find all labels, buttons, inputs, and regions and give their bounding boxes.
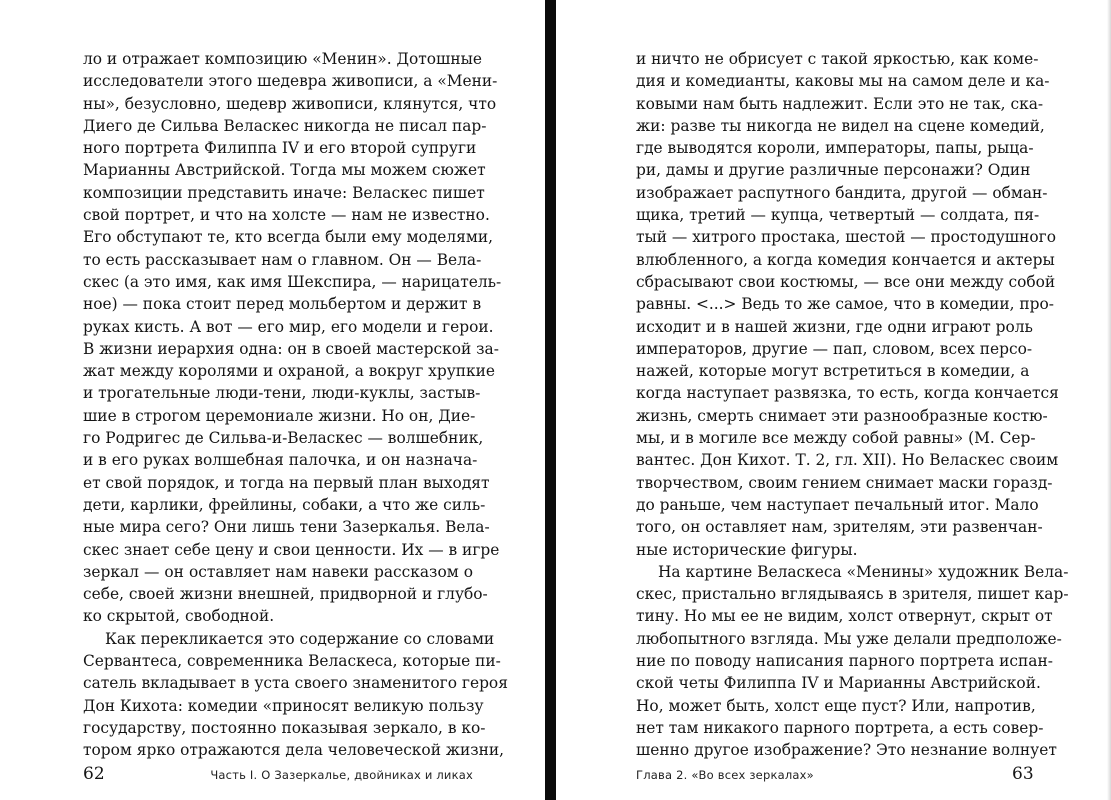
body-line: любопытного взгляда. Мы уже делали предположе- <box>636 629 1062 648</box>
body-line: нажей, которые могут встретиться в комедии, а <box>636 362 1030 381</box>
body-line: тый — хитрого простака, шестой — простодушного <box>636 228 1056 247</box>
body-line: Диего де Сильва Веласкес никогда не писал пар- <box>83 116 487 135</box>
paragraph-end-line: ко скрытой, свободной. <box>83 607 275 626</box>
body-line: В жизни иерархия одна: он в своей мастерской за- <box>83 339 499 358</box>
body-line: композиции представить иначе: Веласкес пишет <box>83 183 485 202</box>
body-line: скес знает себе цену и свои ценности. Их — в игре <box>83 540 500 559</box>
left-page <box>0 0 545 800</box>
paragraph-end-line: ные исторические фигуры. <box>636 540 858 559</box>
body-line: ного портрета Филиппа IV и его второй супруги <box>83 139 477 158</box>
body-line: нет там никакого парного портрета, а есть совер- <box>636 718 1044 737</box>
body-line: щика, третий — купца, четвертый — солдата, пя- <box>636 206 1040 225</box>
body-line: ри, дамы и другие различные персонажи? Один <box>636 161 1031 180</box>
body-line: государству, постоянно показывая зеркало, в ко- <box>83 718 486 737</box>
page-number: 63 <box>1012 764 1034 784</box>
book-gutter <box>545 0 556 800</box>
body-line: где выводятся короли, императоры, папы, рыца- <box>636 139 1034 158</box>
body-line: того, он оставляет нам, зрителям, эти развенчан- <box>636 518 1043 537</box>
body-line: жизнь, смерть снимает эти разнообразные костю- <box>636 406 1048 425</box>
body-line: и в его руках волшебная палочка, и он назнача- <box>83 451 478 470</box>
body-line: Дон Кихота: комедии «приносят великую пользу <box>83 696 484 715</box>
body-line: ской четы Филиппа IV и Марианны Австрийской. <box>636 674 1041 693</box>
body-line: ковыми нам быть надлежит. Если это не так, ска- <box>636 94 1044 113</box>
paragraph-start-line: На картине Веласкеса «Менины» художник Вела- <box>658 562 1069 581</box>
body-line: сатель вкладывает в уста своего знаменитого героя <box>83 674 508 693</box>
body-line: дия и комедианты, каковы мы на самом деле и ка- <box>636 72 1050 91</box>
right-page <box>556 0 1111 800</box>
running-head: Часть I. О Зазеркалье, двойниках и ликах <box>210 768 473 782</box>
body-line: когда наступает развязка, то есть, когда кончается <box>636 384 1059 403</box>
body-line: свой портрет, и что на холсте — нам не известно. <box>83 206 490 225</box>
body-line: ное) — пока стоит перед мольбертом и держит в <box>83 295 482 314</box>
body-line: ны», безусловно, шедевр живописи, клянутся, что <box>83 94 497 113</box>
left-page-body <box>83 48 508 762</box>
body-line: и трогательные люди-тени, люди-куклы, застыв- <box>83 384 481 403</box>
body-line: го Родригес де Сильва-и-Веласкес — волшебник, <box>83 429 484 448</box>
body-line: влюбленного, а когда комедия кончается и актеры <box>636 250 1055 269</box>
body-line: ет свой порядок, и тогда на первый план выходят <box>83 473 490 492</box>
body-line: ние по поводу написания парного портрета испан- <box>636 652 1053 671</box>
body-line: ло и отражает композицию «Менин». Дотошные <box>83 50 482 68</box>
body-line: тором ярко отражаются дела человеческой жизни, <box>83 741 505 760</box>
body-line: руках кисть. А вот — его мир, его модели и герои. <box>83 317 494 336</box>
page-number: 62 <box>83 764 105 784</box>
body-line: скес (а это имя, как имя Шекспира, — нарицатель- <box>83 272 502 291</box>
body-line: творчеством, своим гением снимает маски горазд- <box>636 473 1053 492</box>
body-line: мы, и в могиле все между собой равны» (М. Сер- <box>636 429 1036 448</box>
body-line: Его обступают те, кто всегда были ему моделями, <box>83 228 494 247</box>
body-line: тину. Но мы ее не видим, холст отвернут, скрыт от <box>636 607 1053 626</box>
body-line: изображает распутного бандита, другой — обман- <box>636 183 1048 202</box>
body-line: исходит и в нашей жизни, где одни играют роль <box>636 317 1033 336</box>
body-line: то есть рассказывает нам о главном. Он — Вела- <box>83 250 482 269</box>
body-line: шенно другое изображение? Это незнание волнует <box>636 741 1057 760</box>
body-line: шие в строгом церемониале жизни. Но он, Дие- <box>83 406 476 425</box>
body-line: вантес. Дон Кихот. Т. 2, гл. XII). Но Веласкес своим <box>636 451 1059 470</box>
body-line: Сервантеса, современника Веласкеса, которые пи- <box>83 652 501 671</box>
body-line: и ничто не обрисует с такой яркостью, как коме- <box>636 50 1039 68</box>
body-line: жат между королями и охраной, а вокруг хрупкие <box>83 362 496 381</box>
right-page-body <box>636 48 1069 762</box>
body-line: исследователи этого шедевра живописи, а «Мени- <box>83 72 498 91</box>
body-line: скес, пристально вглядываясь в зрителя, пишет кар- <box>636 585 1069 604</box>
body-line: дети, карлики, фрейлины, собаки, а что же силь- <box>83 495 486 514</box>
running-head: Глава 2. «Во всех зеркалах» <box>636 768 814 782</box>
body-line: себе, своей жизни внешней, придворной и глубо- <box>83 585 488 604</box>
body-line: равны. <...> Ведь то же самое, что в комедии, про- <box>636 295 1054 314</box>
body-line: Марианны Австрийской. Тогда мы можем сюжет <box>83 161 486 180</box>
body-line: ные мира сего? Они лишь тени Зазеркалья. Вела- <box>83 518 490 537</box>
body-line: императоров, другие — пап, словом, всех персо- <box>636 339 1033 358</box>
paragraph-start-line: Как перекликается это содержание со словами <box>105 629 495 648</box>
page-edge-shadow <box>1107 0 1111 800</box>
body-line: зеркал — он оставляет нам навеки рассказом о <box>83 562 473 581</box>
body-line: сбрасывают свои костюмы, — все они между собой <box>636 272 1056 291</box>
body-line: Но, может быть, холст еще пуст? Или, напротив, <box>636 696 1036 715</box>
body-line: жи: разве ты никогда не видел на сцене комедий, <box>636 116 1045 135</box>
body-line: до раньше, чем наступает печальный итог. Мало <box>636 495 1039 514</box>
